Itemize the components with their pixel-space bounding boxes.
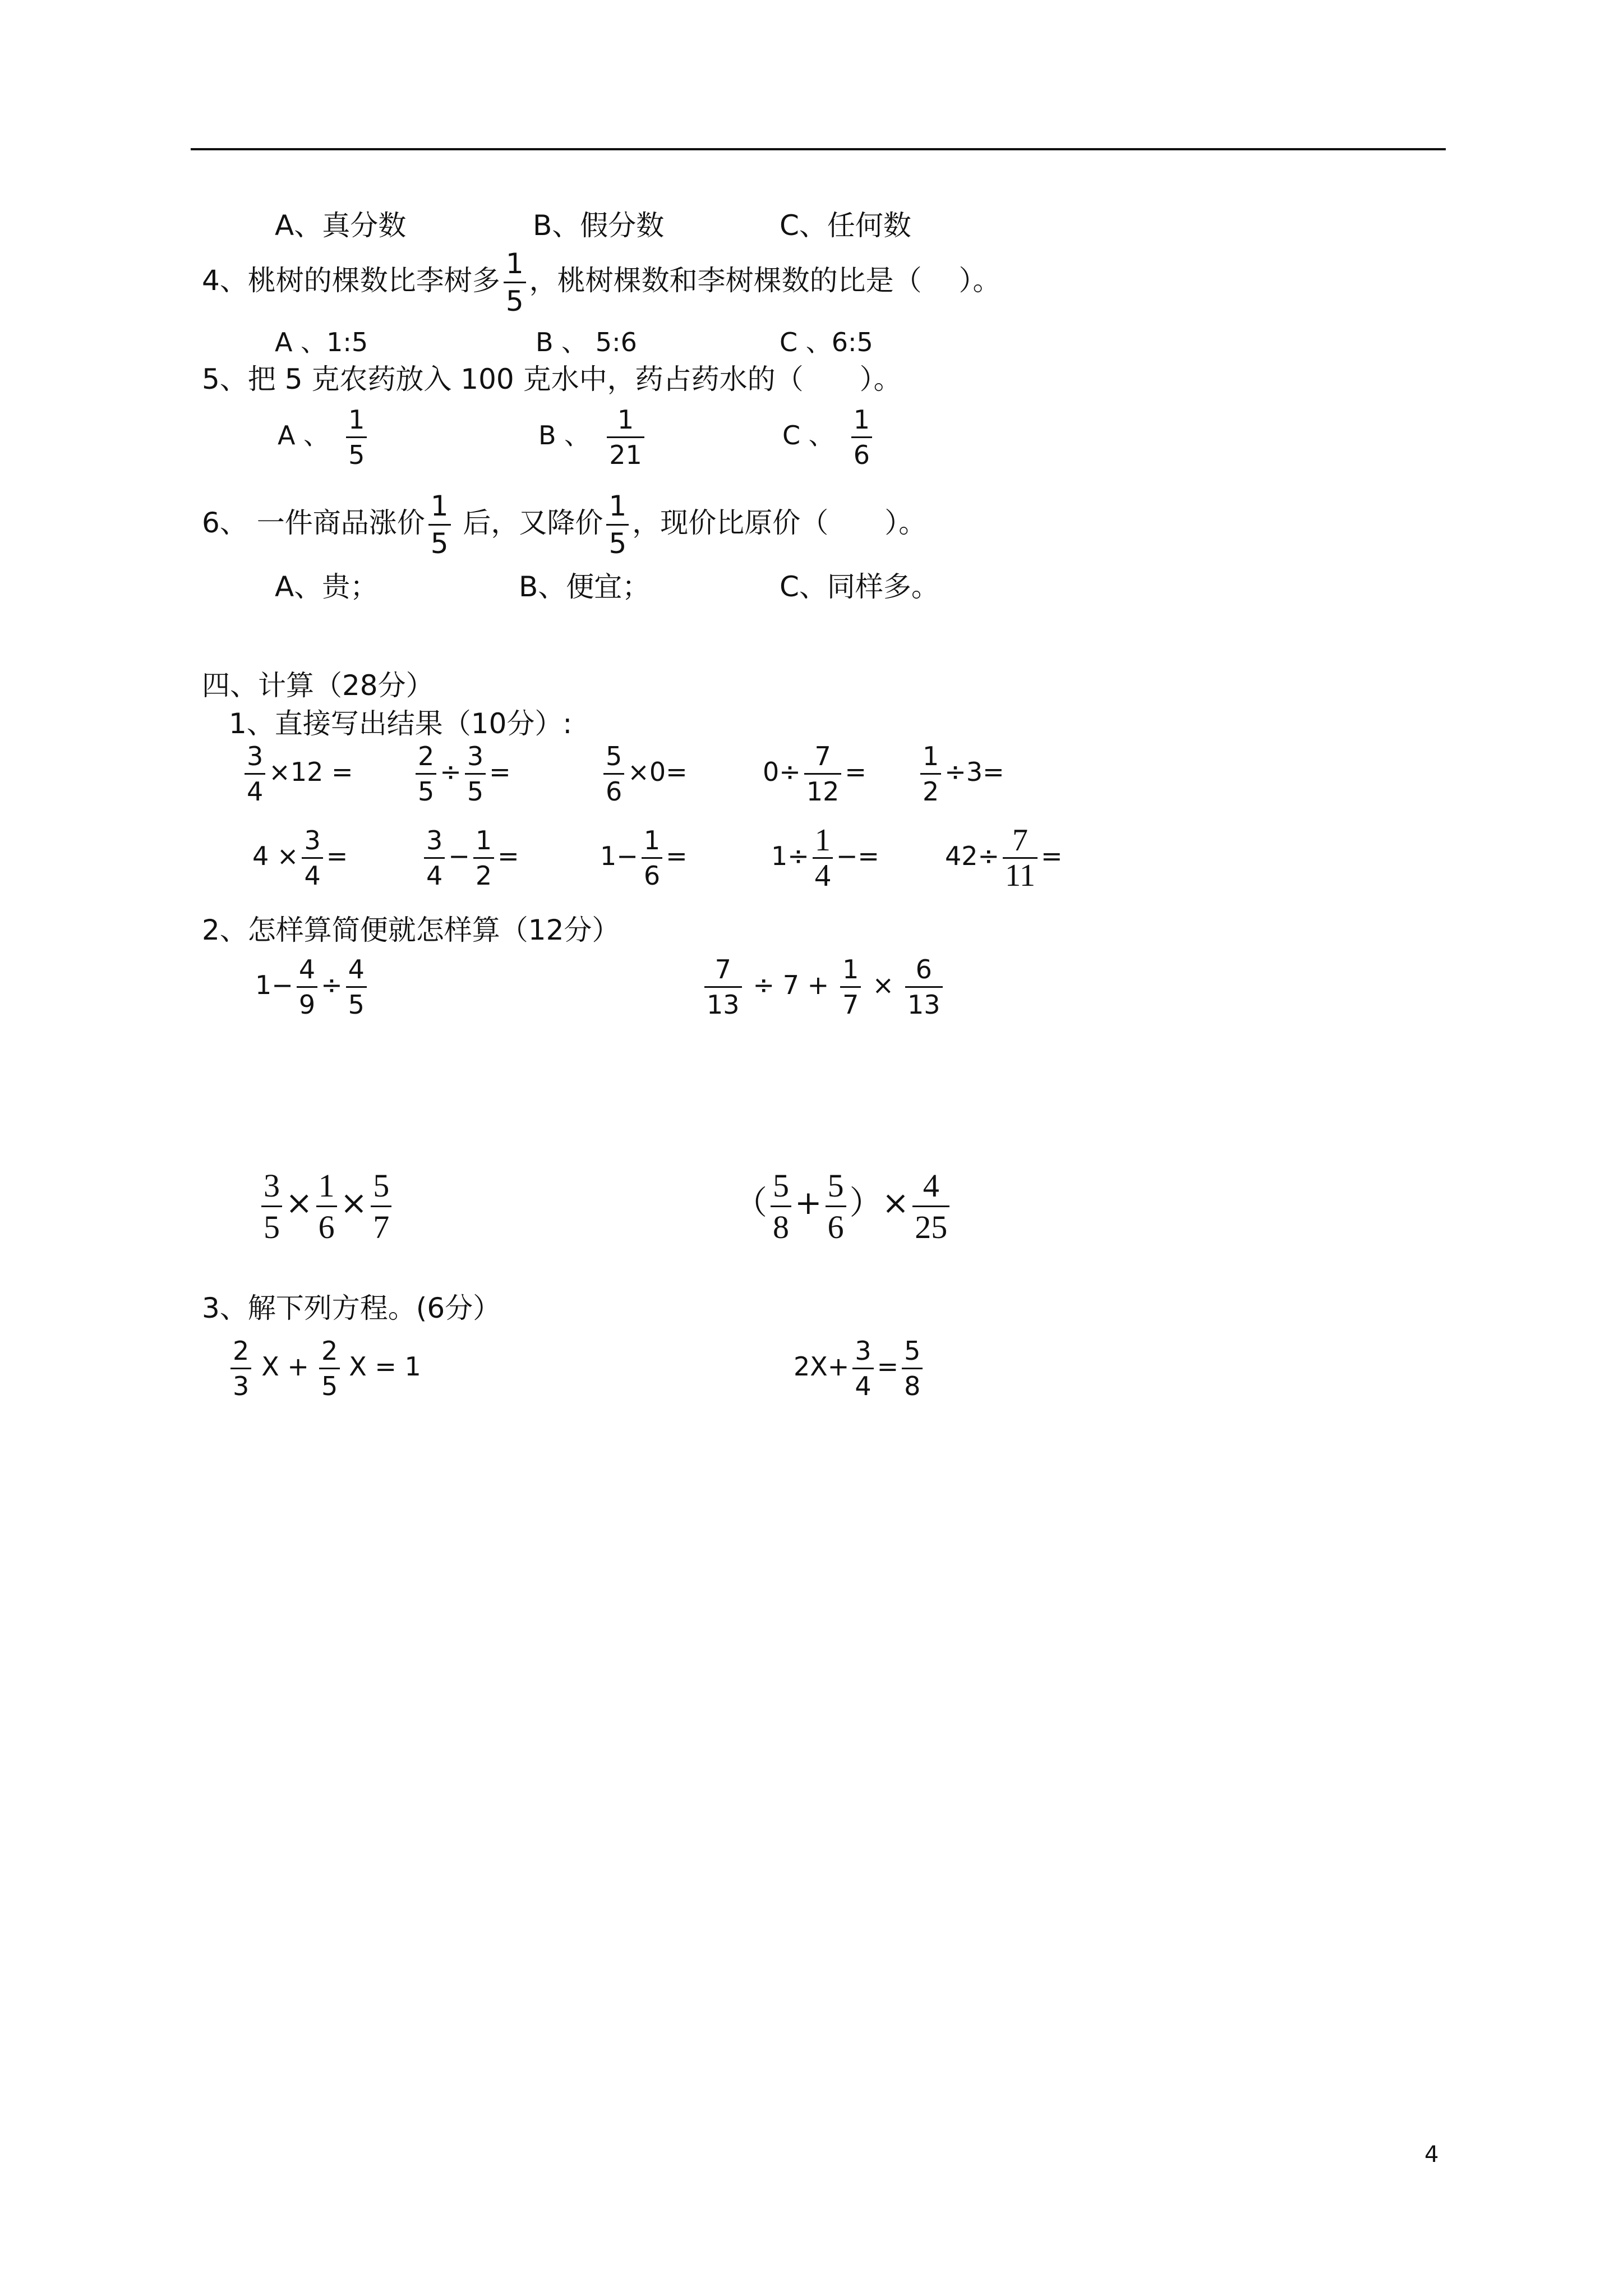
denominator: 4 <box>302 857 322 891</box>
numerator: 7 <box>1012 823 1029 858</box>
p3-equation-b <box>794 1335 926 1402</box>
q5-c-fraction <box>851 404 872 471</box>
p2-expr-c <box>258 1167 395 1246</box>
fraction <box>297 954 317 1020</box>
q6-option-c: C、同样多。 <box>780 570 939 603</box>
p2-expr-d <box>735 1167 953 1246</box>
expr-tail: −= <box>836 841 879 871</box>
denominator: 5 <box>465 773 486 807</box>
section-4-title: 四、计算（28分） <box>202 669 434 702</box>
denominator: 6 <box>316 1205 337 1246</box>
q5-c-denominator: 6 <box>851 436 872 471</box>
q5-option-a <box>278 404 370 471</box>
denominator: 7 <box>840 986 861 1020</box>
numerator: 1 <box>318 1167 335 1204</box>
expr-head: 4 × <box>252 841 299 871</box>
part-1-title: 1、直接写出结果（10分）: <box>229 707 573 740</box>
expr-head: 42÷ <box>945 841 1000 871</box>
fraction <box>912 1167 949 1246</box>
q6-f2-numerator: 1 <box>608 490 627 522</box>
q4-frac-numerator: 1 <box>505 247 524 280</box>
fraction <box>920 740 941 807</box>
denominator: 13 <box>704 986 742 1020</box>
numerator: 3 <box>426 825 443 855</box>
fraction <box>840 954 861 1020</box>
fraction <box>804 740 842 807</box>
fraction <box>319 1335 340 1402</box>
fraction <box>346 954 367 1020</box>
denominator: 8 <box>771 1205 791 1246</box>
denominator: 5 <box>261 1205 282 1246</box>
denominator: 9 <box>297 986 317 1020</box>
numerator: 3 <box>247 741 264 771</box>
q4-option-b: B 、 5:6 <box>536 327 637 357</box>
fraction <box>603 740 624 807</box>
r2-expr-4 <box>771 825 879 891</box>
p2-expr-a <box>255 954 370 1020</box>
expr-head: 1÷ <box>771 841 809 871</box>
numerator: 4 <box>348 954 365 984</box>
fraction <box>245 740 265 807</box>
q6-f1-numerator: 1 <box>430 490 449 522</box>
equation-head: 2X+ <box>794 1351 850 1382</box>
q5-b-label: B 、 <box>538 420 591 450</box>
expr-head: 1− <box>600 841 638 871</box>
numerator: 3 <box>304 825 321 855</box>
expr-tail: = <box>489 757 511 787</box>
numerator: 1 <box>643 825 661 855</box>
q6-mid: 后，又降价 <box>454 507 603 539</box>
numerator: 6 <box>915 954 932 984</box>
q6-prefix: 6、 一件商品涨价 <box>202 507 425 539</box>
expr-tail: = <box>1041 841 1063 871</box>
q5-a-denominator: 5 <box>346 436 367 471</box>
expr-tail: = <box>497 841 519 871</box>
numerator: 2 <box>233 1336 250 1366</box>
denominator: 4 <box>424 857 445 891</box>
q3-option-a: A、真分数 <box>275 209 407 242</box>
numerator: 4 <box>298 954 316 984</box>
q5-a-label: A 、 <box>278 420 330 450</box>
q6-suffix: ，现价比原价（ ）。 <box>632 507 927 539</box>
expr-tail: = <box>845 757 866 787</box>
denominator: 4 <box>813 857 833 891</box>
fraction <box>371 1167 391 1246</box>
fraction <box>813 825 833 891</box>
denominator: 6 <box>642 857 662 891</box>
fraction <box>826 1167 846 1246</box>
fraction <box>852 1335 873 1402</box>
expr-tail: ÷3= <box>944 757 1004 787</box>
equation-mid: X + <box>261 1351 309 1382</box>
operator: × <box>872 970 894 1000</box>
q4-prefix: 4、桃树的棵数比李树多 <box>202 264 500 297</box>
fraction <box>261 1167 282 1246</box>
fraction <box>905 954 943 1020</box>
q6-fraction-2 <box>606 489 629 560</box>
r2-expr-2 <box>421 825 519 891</box>
operator: × <box>285 1183 313 1222</box>
fraction <box>642 825 662 891</box>
denominator: 5 <box>346 986 367 1020</box>
q5-b-numerator: 1 <box>617 404 634 435</box>
q4-frac-denominator: 5 <box>504 282 526 318</box>
numerator: 3 <box>467 741 484 771</box>
equals-sign: = <box>877 1351 899 1382</box>
numerator: 2 <box>418 741 435 771</box>
operator: − <box>448 841 470 871</box>
q6-option-a: A、贵； <box>275 570 379 603</box>
r2-expr-5 <box>945 825 1063 891</box>
r1-expr-4 <box>763 740 866 807</box>
q5-b-denominator: 21 <box>607 436 644 471</box>
part-3-title: 3、解下列方程。(6分） <box>202 1292 501 1324</box>
p2-expr-b <box>701 954 946 1020</box>
q4-fraction <box>504 247 526 318</box>
fraction <box>230 1335 251 1402</box>
fraction <box>704 954 742 1020</box>
q4-option-a: A 、1:5 <box>275 327 368 357</box>
numerator: 1 <box>923 741 939 771</box>
r1-expr-1 <box>241 740 353 807</box>
r1-expr-2 <box>412 740 511 807</box>
fraction <box>424 825 445 891</box>
operator: × <box>882 1183 910 1222</box>
q6-fraction-1 <box>428 489 451 560</box>
operator: ÷ 7 + <box>753 970 829 1000</box>
q6-f1-denominator: 5 <box>428 524 451 560</box>
equation-tail: X = 1 <box>349 1351 421 1382</box>
expr-head: 0÷ <box>763 757 801 787</box>
question-4 <box>202 247 1001 318</box>
numerator: 1 <box>475 825 492 855</box>
denominator: 8 <box>902 1368 923 1402</box>
denominator: 6 <box>603 773 624 807</box>
numerator: 7 <box>814 741 831 771</box>
denominator: 5 <box>319 1368 340 1402</box>
question-5: 5、把 5 克农药放入 100 克水中，药占药水的（ ）。 <box>202 363 902 395</box>
q3-option-b: B、假分数 <box>533 209 665 242</box>
fraction <box>902 1335 923 1402</box>
part-2-title: 2、怎样算简便就怎样算（12分） <box>202 914 620 946</box>
q5-a-numerator: 1 <box>348 404 365 435</box>
r2-expr-3 <box>600 825 688 891</box>
fraction <box>302 825 322 891</box>
question-6 <box>202 489 926 560</box>
q4-suffix: ，桃树棵数和李树棵数的比是（ ）。 <box>529 264 1001 297</box>
fraction <box>1003 825 1038 891</box>
expr-tail: = <box>326 841 348 871</box>
fraction <box>465 740 486 807</box>
p3-equation-a <box>227 1335 421 1402</box>
fraction <box>316 1167 337 1246</box>
operator: ÷ <box>321 970 343 1000</box>
q5-a-fraction <box>346 404 367 471</box>
r1-expr-5 <box>917 740 1004 807</box>
numerator: 3 <box>855 1336 872 1366</box>
header-rule <box>191 148 1446 150</box>
q4-option-c: C 、6:5 <box>780 327 873 357</box>
denominator: 2 <box>920 773 941 807</box>
numerator: 5 <box>373 1167 390 1204</box>
operator: + <box>795 1183 822 1222</box>
denominator: 3 <box>230 1368 251 1402</box>
numerator: 1 <box>814 823 831 858</box>
fraction <box>771 1167 791 1246</box>
q5-c-numerator: 1 <box>853 404 870 435</box>
denominator: 25 <box>912 1205 949 1246</box>
numerator: 5 <box>827 1167 844 1204</box>
q6-option-b: B、便宜； <box>519 570 651 603</box>
denominator: 11 <box>1003 857 1038 891</box>
numerator: 1 <box>842 954 859 984</box>
q5-option-b <box>538 404 648 471</box>
numerator: 2 <box>321 1336 338 1366</box>
denominator: 6 <box>826 1205 846 1246</box>
q5-b-fraction <box>607 404 644 471</box>
q5-c-label: C 、 <box>782 420 834 450</box>
q5-option-c <box>782 404 875 471</box>
open-paren: （ <box>735 1184 768 1221</box>
denominator: 13 <box>905 986 943 1020</box>
numerator: 3 <box>264 1167 280 1204</box>
q6-f2-denominator: 5 <box>606 524 629 560</box>
page-number: 4 <box>1424 2142 1439 2168</box>
q3-option-c: C、任何数 <box>780 209 911 242</box>
numerator: 5 <box>606 741 623 771</box>
denominator: 5 <box>416 773 436 807</box>
fraction <box>416 740 436 807</box>
denominator: 7 <box>371 1205 391 1246</box>
expr-head: 1− <box>255 970 293 1000</box>
expr-tail: ×0= <box>628 757 688 787</box>
denominator: 12 <box>804 773 842 807</box>
denominator: 4 <box>852 1368 873 1402</box>
r1-expr-3 <box>600 740 688 807</box>
numerator: 4 <box>923 1167 939 1204</box>
numerator: 7 <box>714 954 731 984</box>
numerator: 5 <box>904 1336 921 1366</box>
denominator: 4 <box>245 773 265 807</box>
fraction <box>473 825 494 891</box>
numerator: 5 <box>773 1167 790 1204</box>
operator: × <box>340 1183 368 1222</box>
expr-tail: = <box>666 841 688 871</box>
expr-tail: ×12 = <box>269 757 353 787</box>
r2-expr-1 <box>252 825 348 891</box>
operator: ÷ <box>440 757 462 787</box>
close-paren: ） <box>849 1184 882 1221</box>
denominator: 2 <box>473 857 494 891</box>
